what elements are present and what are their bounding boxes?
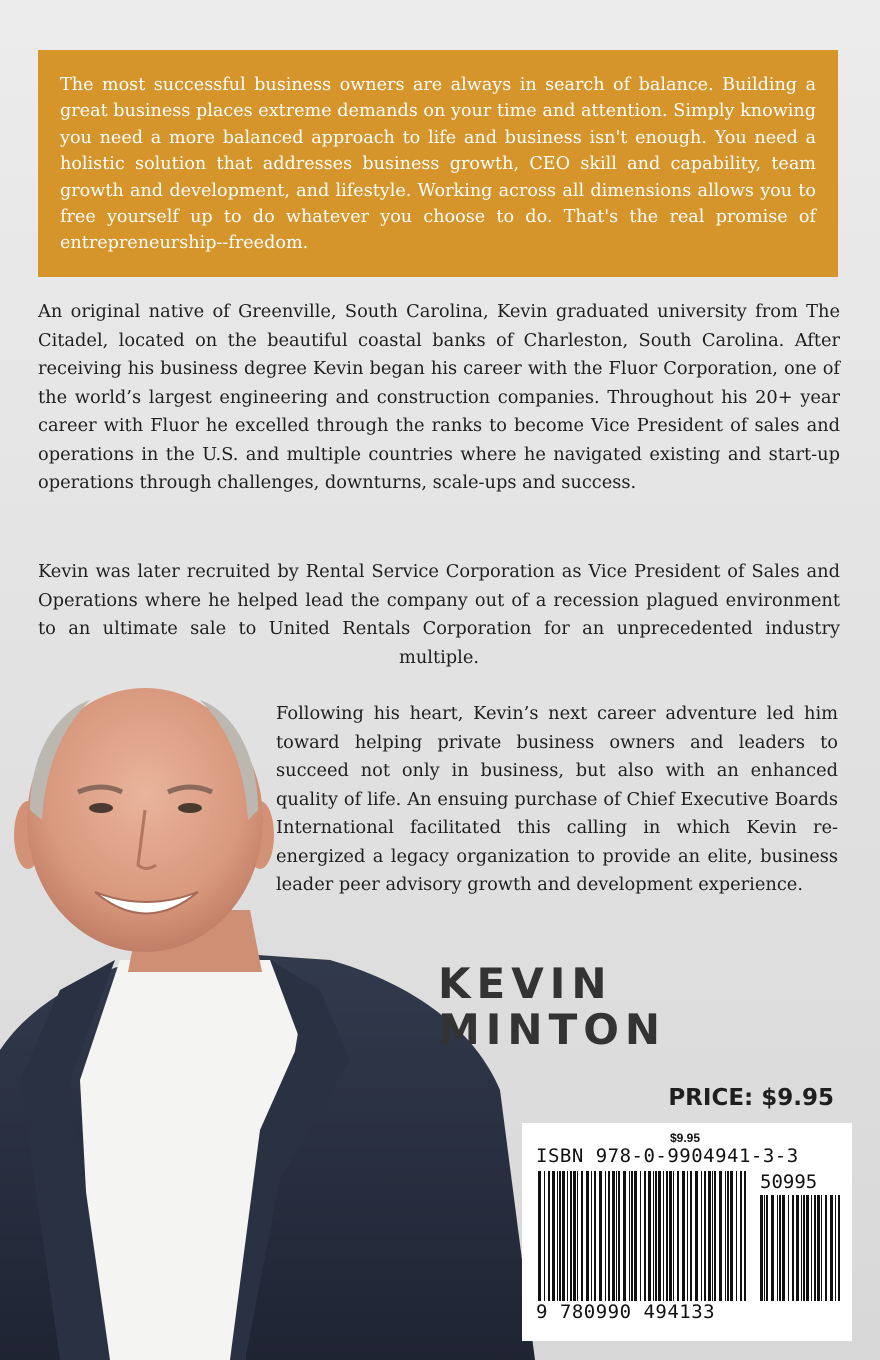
barcode-bar <box>825 1195 827 1301</box>
barcode-bar <box>548 1171 550 1301</box>
barcode-bar <box>653 1171 654 1301</box>
barcode-bar <box>830 1195 833 1301</box>
barcode-bar <box>803 1195 805 1301</box>
author-first-name: KEVIN <box>438 959 613 1008</box>
barcode-bar <box>594 1171 596 1301</box>
barcode-bar <box>712 1171 713 1301</box>
barcode-bar <box>544 1171 545 1301</box>
barcode-bar <box>666 1171 668 1301</box>
barcode-bar <box>760 1195 763 1301</box>
barcode-bar <box>708 1171 711 1301</box>
price-label: PRICE: $9.95 <box>668 1085 834 1111</box>
barcode-bar <box>570 1171 572 1301</box>
barcode-bar <box>730 1171 733 1301</box>
barcode-bar <box>704 1171 706 1301</box>
barcode-bar <box>581 1171 583 1301</box>
barcode-bar <box>573 1171 576 1301</box>
barcode-bar <box>744 1171 746 1301</box>
barcode-bar <box>838 1195 840 1301</box>
barcode-bar <box>777 1195 778 1301</box>
barcode-bar <box>677 1171 679 1301</box>
barcode-bar <box>663 1171 664 1301</box>
barcode-bar <box>690 1171 692 1301</box>
barcode-bar <box>736 1171 737 1301</box>
barcode-bar <box>562 1171 565 1301</box>
barcode-box <box>522 1123 852 1341</box>
barcode-addon-number: 50995 <box>760 1171 818 1193</box>
barcode-bar <box>835 1195 836 1301</box>
barcode-bar <box>559 1171 561 1301</box>
blurb-box <box>38 50 838 277</box>
barcode-bar <box>817 1195 820 1301</box>
barcode-bar <box>764 1195 765 1301</box>
barcode-bar <box>687 1171 688 1301</box>
barcode-bar <box>591 1171 592 1301</box>
author-last-name: MINTON <box>438 1005 667 1054</box>
barcode-bar <box>806 1195 809 1301</box>
barcode-bar <box>640 1171 641 1301</box>
barcode-bar <box>796 1195 799 1301</box>
barcode-addon-bars <box>760 1195 842 1301</box>
barcode-bar <box>618 1171 620 1301</box>
barcode-bar <box>811 1195 812 1301</box>
barcode-bar <box>557 1171 558 1301</box>
barcode-bar <box>567 1171 568 1301</box>
barcode-digits: 9 780990 494133 <box>536 1301 716 1323</box>
barcode-bar <box>814 1195 816 1301</box>
barcode-bar <box>714 1171 716 1301</box>
bio-paragraph-2: Kevin was later recruited by Rental Service Corporation as Vice President of Sales and Operations where he helped lead the company out of a recession plagued environment to an ultimate sale to United Rentals Corporation for an unprecedented industry multiple. <box>38 561 840 668</box>
barcode-bar <box>788 1195 789 1301</box>
barcode-bar <box>821 1195 822 1301</box>
barcode-bar <box>577 1171 578 1301</box>
barcode-bar <box>673 1171 674 1301</box>
barcode-bar <box>599 1171 602 1301</box>
barcode-bar <box>538 1171 541 1301</box>
barcode-bar <box>740 1171 742 1301</box>
barcode-bar <box>725 1171 726 1301</box>
barcode-bar <box>682 1171 685 1301</box>
barcode-bar <box>701 1171 702 1301</box>
barcode-bar <box>779 1195 781 1301</box>
barcode-bar <box>605 1171 606 1301</box>
barcode-bar <box>612 1171 615 1301</box>
barcode-bar <box>634 1171 637 1301</box>
barcode-bar <box>648 1171 651 1301</box>
barcode-bar <box>586 1171 589 1301</box>
barcode-bar <box>608 1171 610 1301</box>
barcode-bars <box>538 1171 746 1301</box>
barcode-bar <box>792 1195 794 1301</box>
barcode-bar <box>782 1195 785 1301</box>
barcode-price: $9.95 <box>670 1131 701 1145</box>
barcode-bar <box>616 1171 617 1301</box>
barcode-bar <box>631 1171 633 1301</box>
barcode-bar <box>552 1171 555 1301</box>
barcode-bar <box>623 1171 626 1301</box>
isbn-text: ISBN 978-0-9904941-3-3 <box>536 1145 799 1167</box>
barcode-bar <box>719 1171 722 1301</box>
blurb-text: The most successful business owners are always in search of balance. Building a great business places extreme demands on your time and attention. Simply knowing you need a more balanced approach to life and business isn't enough. You need a holistic solution that addresses business growth, CEO skill and capability, team growth and development, and lifestyle. Working across all dimensions allows you to free yourself up to do whatever you choose to do. That's the real promise of entrepreneurship--freedom. <box>60 75 816 254</box>
barcode-bar <box>766 1195 768 1301</box>
barcode-bar <box>771 1195 774 1301</box>
barcode-bar <box>644 1171 646 1301</box>
barcode-bar <box>658 1171 661 1301</box>
barcode-bar <box>727 1171 729 1301</box>
barcode-bar <box>695 1171 698 1301</box>
barcode-bar <box>629 1171 630 1301</box>
barcode-bar <box>655 1171 657 1301</box>
barcode-bar <box>801 1195 802 1301</box>
bio-paragraph-3: Following his heart, Kevin’s next career adventure led him toward helping private business owners and leaders to succeed not only in business, but also with an enhanced quality of life. An ensuing purchase of Chief Executive Boards International facilitated this calling in which Kevin re-energized a legacy organization to provide an elite, business leader peer advisory growth and development experience. <box>276 703 838 895</box>
bio-paragraph-1: An original native of Greenville, South Carolina, Kevin graduated university from The Citadel, located on the beautiful coastal banks of Charleston, South Carolina. After receiving his business degree Kevin began his career with the Fluor Corporation, one of the world’s largest engineering and construction companies. Throughout his 20+ year career with Fluor he excelled through the ranks to become Vice President of sales and operations in the U.S. and multiple countries where he navigated existing and start-up operations through challenges, downturns, scale-ups and success. <box>38 301 840 493</box>
barcode-bar <box>669 1171 672 1301</box>
